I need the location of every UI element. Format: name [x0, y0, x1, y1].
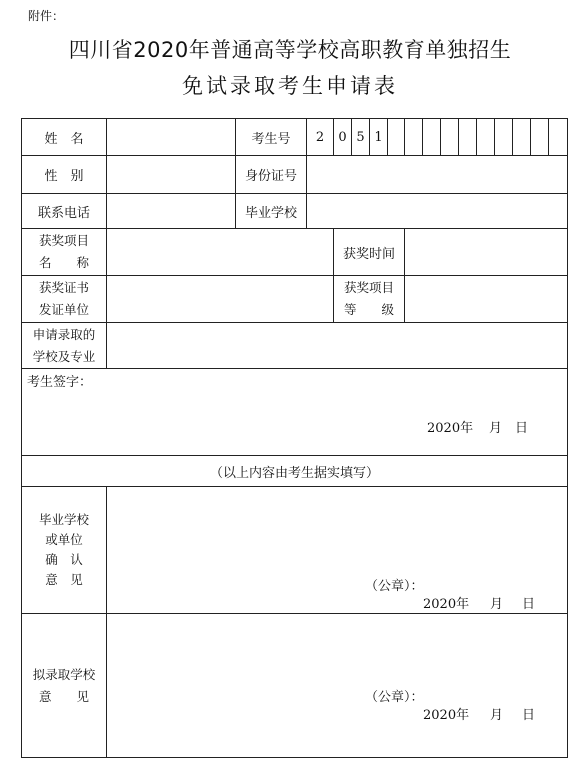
id-number-field[interactable]	[307, 156, 568, 194]
name-field[interactable]	[107, 119, 236, 156]
award-level-label-line1: 获奖项目	[343, 280, 394, 295]
exam-digit-9[interactable]	[459, 119, 477, 156]
school-confirm-day: 日	[522, 597, 536, 612]
cert-issuer-label-line2: 发证单位	[38, 302, 89, 317]
exam-digit-5[interactable]	[388, 119, 405, 156]
gender-label: 性 别	[22, 156, 107, 194]
cert-issuer-label-line1: 获奖证书	[38, 280, 89, 295]
apply-school-field[interactable]	[107, 323, 568, 369]
exam-digit-14[interactable]	[549, 119, 568, 156]
admit-school-month: 月	[490, 708, 504, 723]
exam-digit-8[interactable]	[441, 119, 459, 156]
award-level-field[interactable]	[405, 276, 568, 323]
exam-digit-4[interactable]: 1	[370, 119, 388, 156]
signature-month: 月	[489, 421, 503, 436]
admit-school-field[interactable]	[107, 614, 568, 758]
admit-school-seal: （公章）：	[365, 690, 424, 705]
signature-cell[interactable]	[22, 369, 568, 456]
signature-year: 2020年	[427, 421, 474, 436]
exam-digit-2[interactable]: 0	[334, 119, 352, 156]
exam-digit-10[interactable]	[477, 119, 495, 156]
admit-school-label-line1: 拟录取学校	[32, 666, 96, 682]
exam-digit-13[interactable]	[531, 119, 549, 156]
exam-digit-1[interactable]: 2	[307, 119, 334, 156]
exam-digit-11[interactable]	[495, 119, 513, 156]
cert-issuer-field[interactable]	[107, 276, 334, 323]
fill-truthfully-note: （以上内容由考生据实填写）	[22, 456, 568, 487]
cert-issuer-label	[22, 276, 107, 323]
award-item-label-line1: 获奖项目	[38, 233, 89, 248]
exam-digit-3[interactable]: 5	[352, 119, 370, 156]
signature-day: 日	[515, 421, 529, 436]
school-confirm-label-line4: 意 见	[45, 572, 83, 587]
school-confirm-year: 2020年	[423, 597, 470, 612]
exam-number-label: 考生号	[236, 119, 307, 156]
admit-school-year: 2020年	[423, 708, 470, 723]
school-confirm-field[interactable]	[107, 487, 568, 614]
school-confirm-label-line1: 毕业学校	[38, 512, 89, 527]
exam-digit-6[interactable]	[405, 119, 423, 156]
attachment-label: 附件：	[28, 9, 65, 23]
award-item-label	[22, 229, 107, 276]
apply-school-label-line1: 申请录取的	[32, 326, 96, 342]
award-level-label-line2: 等 级	[343, 302, 394, 317]
apply-school-label-line2: 学校及专业	[32, 348, 96, 364]
exam-digit-12[interactable]	[513, 119, 531, 156]
award-item-label-line2: 名 称	[38, 255, 89, 270]
exam-digit-7[interactable]	[423, 119, 441, 156]
form-title-line2: 免试录取考生申请表	[182, 74, 398, 98]
id-number-label: 身份证号	[236, 156, 307, 194]
admit-school-day: 日	[522, 708, 536, 723]
grad-school-label: 毕业学校	[236, 194, 307, 229]
form-title-line1: 四川省2020年普通高等学校高职教育单独招生	[68, 38, 512, 62]
school-confirm-month: 月	[490, 597, 504, 612]
school-confirm-label-line3: 确 认	[45, 552, 83, 567]
phone-label: 联系电话	[22, 194, 107, 229]
school-confirm-label-line2: 或单位	[45, 532, 83, 547]
phone-field[interactable]	[107, 194, 236, 229]
admit-school-label	[22, 614, 107, 758]
signature-label: 考生签字：	[27, 375, 93, 390]
gender-field[interactable]	[107, 156, 236, 194]
application-form-table	[21, 118, 568, 758]
school-confirm-label	[22, 487, 107, 614]
award-level-label	[334, 276, 405, 323]
award-time-label: 获奖时间	[334, 229, 405, 276]
grad-school-field[interactable]	[307, 194, 568, 229]
school-confirm-seal: （公章）：	[365, 579, 424, 594]
award-time-field[interactable]	[405, 229, 568, 276]
name-label: 姓 名	[22, 119, 107, 156]
apply-school-label	[22, 323, 107, 369]
award-item-field[interactable]	[107, 229, 334, 276]
admit-school-label-line2: 意 见	[38, 688, 89, 704]
